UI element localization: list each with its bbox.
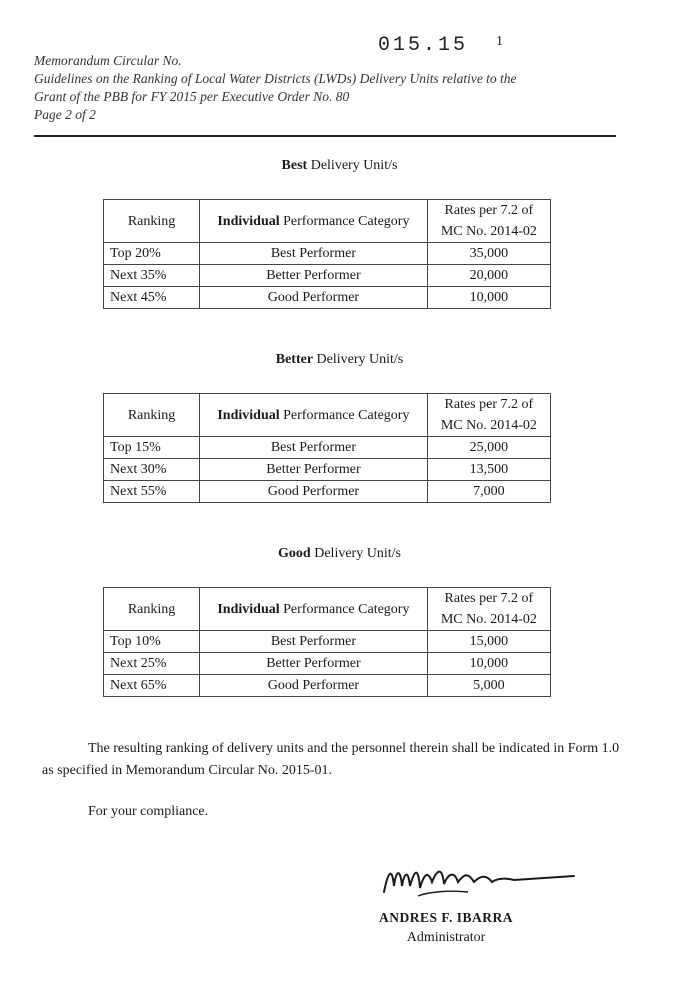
- rate-cell: 25,000: [427, 437, 550, 459]
- memo-number: 015.15: [378, 34, 469, 57]
- table-row: [104, 265, 551, 287]
- table-header-row: [104, 200, 551, 243]
- category-cell: Good Performer: [200, 287, 428, 309]
- table-row: [104, 631, 551, 653]
- rate-cell: 13,500: [427, 459, 550, 481]
- closing-paragraph: The resulting ranking of delivery units and the personnel therein shall be indicated in Form 1.0 as specified in Memorandum Circular No. 2015-01.: [42, 741, 620, 778]
- table-row: [104, 653, 551, 675]
- ranking-cell: Next 55%: [104, 481, 200, 503]
- category-cell: Better Performer: [200, 265, 428, 287]
- col-category: Individual Performance Category: [200, 588, 428, 631]
- category-cell: Best Performer: [200, 437, 428, 459]
- rate-cell: 10,000: [427, 653, 550, 675]
- ranking-cell: Next 65%: [104, 675, 200, 697]
- ranking-cell: Next 30%: [104, 459, 200, 481]
- rate-cell: 5,000: [427, 675, 550, 697]
- col-rates: Rates per 7.2 of MC No. 2014-02: [427, 394, 550, 437]
- best-delivery-units-table: [103, 199, 551, 309]
- header-line-memo: Memorandum Circular No.: [34, 53, 182, 68]
- rate-cell: 7,000: [427, 481, 550, 503]
- table-row: [104, 459, 551, 481]
- col-category: Individual Performance Category: [200, 394, 428, 437]
- ranking-cell: Top 15%: [104, 437, 200, 459]
- section-title-rest: Delivery Unit/s: [314, 546, 401, 561]
- category-cell: Good Performer: [200, 481, 428, 503]
- rate-cell: 35,000: [427, 243, 550, 265]
- col-category: Individual Performance Category: [200, 200, 428, 243]
- handwritten-signature: [378, 852, 578, 904]
- ranking-cell: Next 45%: [104, 287, 200, 309]
- header-line-grant: Grant of the PBB for FY 2015 per Executive Order No. 80: [34, 89, 350, 104]
- category-cell: Better Performer: [200, 459, 428, 481]
- col-ranking: Ranking: [104, 200, 200, 243]
- table-row: [104, 287, 551, 309]
- table-header-row: [104, 394, 551, 437]
- section-title-bold: Best: [281, 158, 308, 173]
- memo-mark: 1: [496, 34, 503, 49]
- col-ranking: Ranking: [104, 394, 200, 437]
- section-title-rest: Delivery Unit/s: [310, 158, 398, 173]
- section-title-best: [0, 158, 679, 174]
- table-row: [104, 675, 551, 697]
- category-cell: Best Performer: [200, 631, 428, 653]
- section-title-rest: Delivery Unit/s: [316, 352, 404, 367]
- ranking-cell: Top 10%: [104, 631, 200, 653]
- category-cell: Best Performer: [200, 243, 428, 265]
- rate-cell: 15,000: [427, 631, 550, 653]
- category-cell: Better Performer: [200, 653, 428, 675]
- document-header: [34, 52, 624, 124]
- ranking-cell: Top 20%: [104, 243, 200, 265]
- col-rates: Rates per 7.2 of MC No. 2014-02: [427, 200, 550, 243]
- section-title-better: [0, 352, 679, 368]
- good-delivery-units-table: [103, 587, 551, 697]
- ranking-cell: Next 25%: [104, 653, 200, 675]
- header-line-guidelines: Guidelines on the Ranking of Local Water Districts (LWDs) Delivery Units relative to the: [34, 71, 517, 86]
- col-ranking: Ranking: [104, 588, 200, 631]
- compliance-line: For your compliance.: [88, 804, 209, 819]
- section-title-bold: Good: [278, 546, 311, 561]
- header-line-page: Page 2 of 2: [34, 107, 96, 122]
- table-row: [104, 437, 551, 459]
- table-header-row: [104, 588, 551, 631]
- rate-cell: 20,000: [427, 265, 550, 287]
- col-rates: Rates per 7.2 of MC No. 2014-02: [427, 588, 550, 631]
- better-delivery-units-table: [103, 393, 551, 503]
- table-row: [104, 481, 551, 503]
- table-row: [104, 243, 551, 265]
- section-title-bold: Better: [275, 352, 314, 367]
- ranking-cell: Next 35%: [104, 265, 200, 287]
- section-title-good: [0, 546, 679, 562]
- header-divider: [34, 135, 616, 137]
- signer-name: ANDRES F. IBARRA: [379, 910, 513, 925]
- signer-title: Administrator: [406, 930, 486, 945]
- category-cell: Good Performer: [200, 675, 428, 697]
- rate-cell: 10,000: [427, 287, 550, 309]
